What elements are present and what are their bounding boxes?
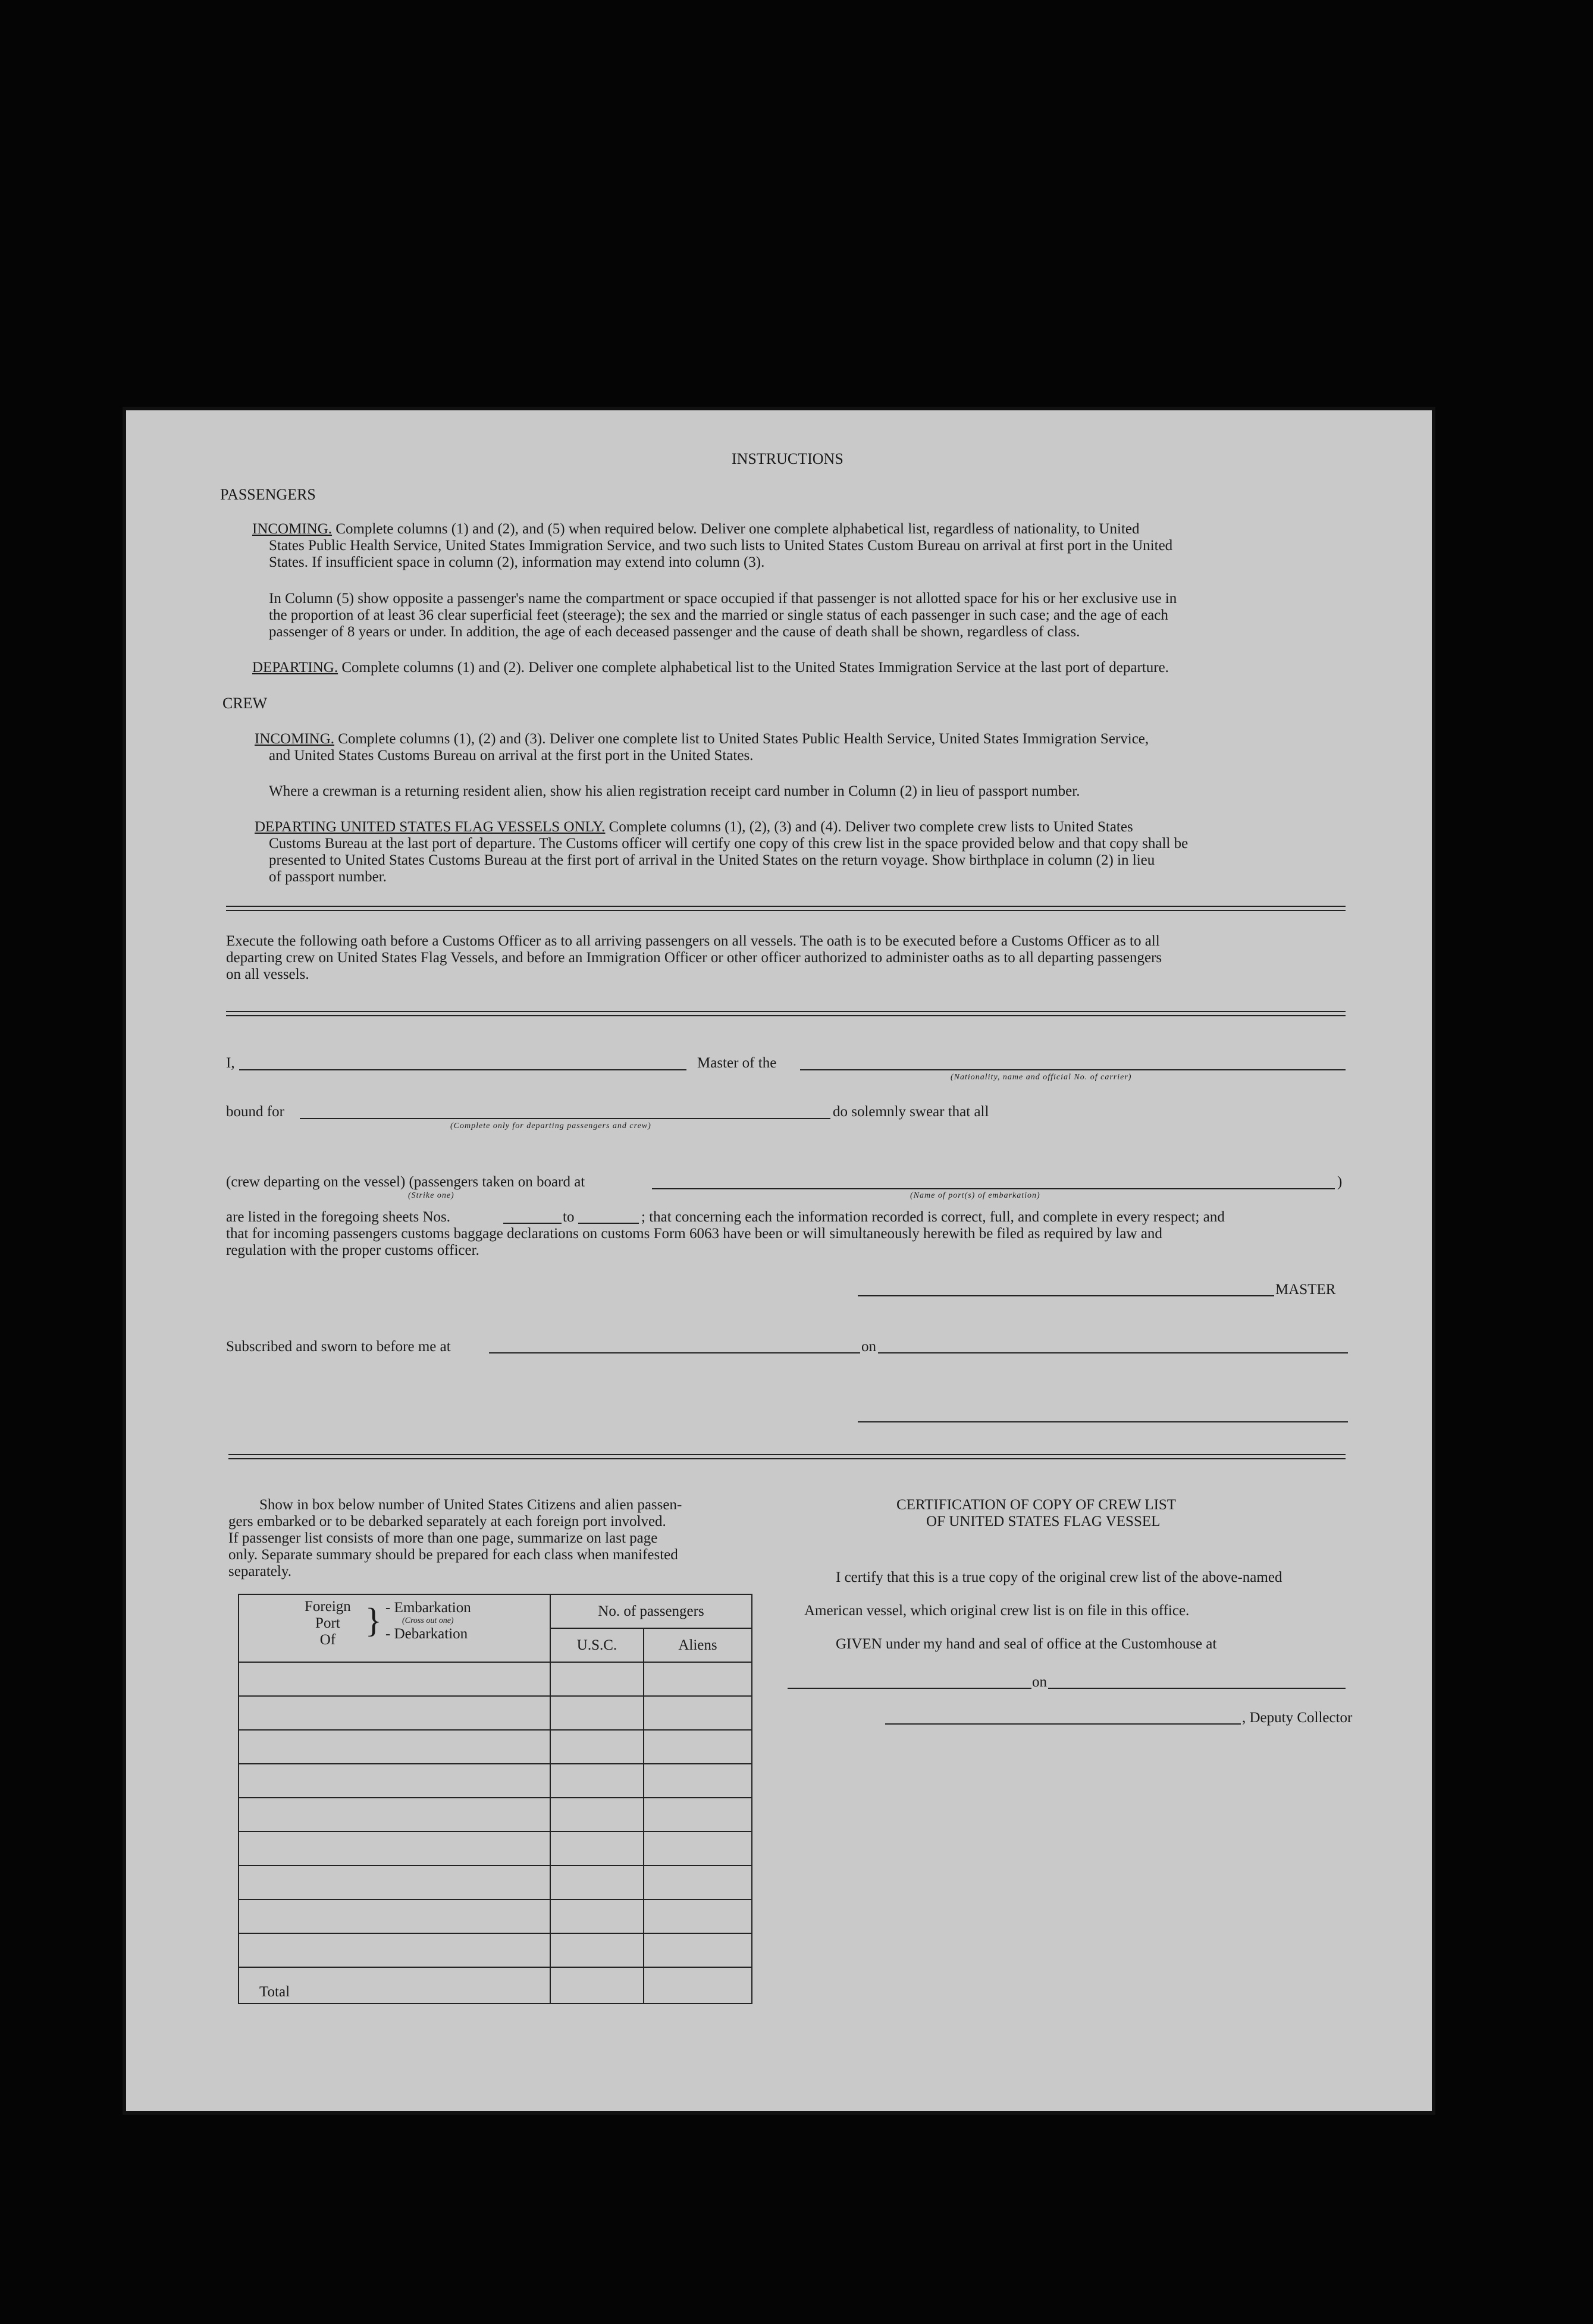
passengers-incoming-label: INCOMING. [252,521,333,537]
table-row [239,1662,752,1696]
crew-flag-line2: Customs Bureau at the last port of departure. The Customs officer will certify one copy of this crew list in the space provided below and that copy shall be [269,836,1189,852]
port-cell[interactable] [239,1764,550,1798]
crew-flag-line1: Complete columns (1), (2), (3) and (4). Deliver two complete crew lists to United States [609,819,1133,835]
listed-text-a: are listed in the foregoing sheets Nos. [226,1209,450,1225]
port-label: Port [315,1615,340,1631]
port-cell[interactable] [239,1798,550,1832]
no-passengers-header: No. of passengers [550,1594,752,1628]
table-row [239,1899,752,1933]
passenger-summary-table [238,1594,752,2004]
aliens-cell[interactable] [644,1832,752,1866]
usc-total-cell[interactable] [550,1967,644,2003]
deputy-collector-label: , Deputy Collector [1242,1710,1353,1726]
certification-line-1: I certify that this is a true copy of the original crew list of the above-named [836,1569,1282,1585]
bound-for-label: bound for [226,1104,284,1120]
foreign-label: Foreign [305,1598,351,1615]
summary-text-1: Show in box below number of United States Citizens and alien passen- [259,1497,682,1513]
aliens-cell[interactable] [644,1764,752,1798]
of-label: Of [319,1632,336,1648]
port-cell[interactable] [239,1933,550,1967]
certification-date-field[interactable] [1048,1688,1346,1689]
strike-one-hint: (Strike one) [408,1191,454,1200]
aliens-cell[interactable] [644,1899,752,1933]
aliens-header: Aliens [644,1628,752,1662]
sworn-on-label: on [861,1339,876,1355]
master-signature-field[interactable] [858,1295,1274,1296]
usc-cell[interactable] [550,1764,644,1798]
column5-line1: In Column (5) show opposite a passenger's name the compartment or space occupied if that passenger is not allotted space for his or her exclusive use in [269,591,1177,607]
certification-line-3: GIVEN under my hand and seal of office at the Customhouse at [836,1636,1217,1652]
carrier-hint: (Nationality, name and official No. of carrier) [951,1073,1132,1082]
master-name-field[interactable] [239,1069,686,1070]
crew-flag-label: DEPARTING UNITED STATES FLAG VESSELS ONLY. [255,819,606,835]
total-row [239,1967,752,2003]
bound-for-hint: (Complete only for departing passengers and crew) [450,1122,651,1130]
bound-for-field[interactable] [300,1118,830,1119]
listed-text-b: ; that concerning each the information recorded is correct, full, and complete in every respect; and [641,1209,1225,1225]
port-cell[interactable] [239,1899,550,1933]
sheet-to-field[interactable] [578,1223,639,1224]
passengers-departing-label: DEPARTING. [252,659,338,676]
crew-flag-line3: presented to United States Customs Bureau at the first port of arrival in the United States on the return voyage. Show birthplace in column (2) in lieu [269,852,1155,868]
usc-cell[interactable] [550,1798,644,1832]
table-row [239,1798,752,1832]
certification-title-2: OF UNITED STATES FLAG VESSEL [926,1513,1161,1530]
subscribed-label: Subscribed and sworn to before me at [226,1339,451,1355]
oath-intro-line3: on all vessels. [226,966,309,982]
page-title: INSTRUCTIONS [732,450,843,467]
certification-line-2: American vessel, which original crew list is on file in this office. [804,1603,1190,1619]
aliens-cell[interactable] [644,1662,752,1696]
aliens-total-cell[interactable] [644,1967,752,2003]
port-header [239,1594,550,1662]
crew-incoming-line2: and United States Customs Bureau on arrival at the first port in the United States. [269,748,754,764]
brace-icon: } [365,1601,382,1640]
carrier-field[interactable] [800,1069,1346,1070]
usc-cell[interactable] [550,1866,644,1899]
oath-line-b: that for incoming passengers customs baggage declarations on customs Form 6063 have been or will simultaneously herewith be filed as required by law and [226,1226,1162,1242]
passengers-departing-text: Complete columns (1) and (2). Deliver one complete alphabetical list to the United States Immigration Service at the last port of departure. [341,659,1169,676]
table-row [239,1764,752,1798]
column5-line2: the proportion of at least 36 clear superficial feet (steerage); the sex and the married or single status of each passenger in such case; and the age of each [269,607,1168,623]
customhouse-field[interactable] [788,1688,1031,1689]
passengers-incoming-line2: States Public Health Service, United States Immigration Service, and two such lists to United States Custom Bureau on arrival at first port in the United [269,538,1173,554]
oath-line-c: regulation with the proper customs officer. [226,1242,479,1258]
ports-hint: (Name of port(s) of embarkation) [910,1191,1040,1200]
usc-cell[interactable] [550,1899,644,1933]
aliens-cell[interactable] [644,1696,752,1730]
oath-intro-line2: departing crew on United States Flag Vessels, and before an Immigration Officer or other officer authorized to administer oaths as to all departing passengers [226,950,1162,966]
aliens-cell[interactable] [644,1866,752,1899]
aliens-cell[interactable] [644,1798,752,1832]
table-row [239,1933,752,1967]
usc-cell[interactable] [550,1832,644,1866]
aliens-cell[interactable] [644,1730,752,1764]
sworn-place-field[interactable] [489,1352,860,1353]
table-row [239,1832,752,1866]
passengers-incoming-line3: States. If insufficient space in column (2), information may extend into column (3). [269,554,765,570]
sworn-date-field[interactable] [878,1352,1348,1353]
master-of-the-label: Master of the [697,1055,777,1071]
summary-text-2: gers embarked or to be debarked separately at each foreign port involved. [228,1513,666,1530]
deputy-signature-field[interactable] [885,1723,1241,1725]
debarkation-label[interactable]: - Debarkation [385,1626,468,1642]
table-row [239,1730,752,1764]
total-label: Total [239,1967,550,2003]
sheet-from-field[interactable] [503,1223,562,1224]
port-cell[interactable] [239,1696,550,1730]
divider [228,1454,1346,1459]
table-row [239,1696,752,1730]
crew-incoming-label: INCOMING. [255,731,335,747]
column5-line3: passenger of 8 years or under. In addition, the age of each deceased passenger and the cause of death shall be shown, regardless of class. [269,624,1080,640]
certification-title-1: CERTIFICATION OF COPY OF CREW LIST [896,1497,1177,1513]
crew-incoming-line1: Complete columns (1), (2) and (3). Deliver one complete list to United States Public Health Service, United States Immigration Service, [338,731,1149,747]
usc-cell[interactable] [550,1662,644,1696]
passengers-heading: PASSENGERS [220,486,316,503]
port-cell[interactable] [239,1832,550,1866]
close-paren: ) [1337,1174,1343,1190]
port-cell[interactable] [239,1662,550,1696]
crew-resident-text: Where a crewman is a returning resident alien, show his alien registration receipt card number in Column (2) in lieu of passport number. [269,783,1080,799]
divider [226,1011,1346,1016]
oath-intro-line1: Execute the following oath before a Customs Officer as to all arriving passengers on all vessels. The oath is to be executed before a Customs Officer as to all [226,933,1160,949]
port-of-embarkation-field[interactable] [652,1188,1335,1189]
crew-heading: CREW [222,695,268,712]
officer-signature-field[interactable] [858,1421,1348,1422]
divider [226,906,1346,911]
master-label: MASTER [1275,1282,1336,1298]
passengers-incoming-line1: Complete columns (1) and (2), and (5) when required below. Deliver one complete alphabetical list, regardless of nationality, to United [335,521,1140,537]
usc-cell[interactable] [550,1730,644,1764]
summary-text-3: If passenger list consists of more than one page, summarize on last page [228,1530,658,1546]
certification-on-label: on [1032,1674,1047,1690]
usc-header: U.S.C. [550,1628,644,1662]
summary-text-4: only. Separate summary should be prepared for each class when manifested [228,1547,678,1563]
crew-departing-text: (crew departing on the vessel) (passengers taken on board at [226,1174,585,1190]
port-cell[interactable] [239,1866,550,1899]
usc-cell[interactable] [550,1696,644,1730]
listed-to: to [563,1209,575,1225]
crew-flag-line4: of passport number. [269,869,387,885]
embarkation-label[interactable]: - Embarkation [385,1600,471,1616]
table-row [239,1866,752,1899]
swear-text: do solemnly swear that all [833,1104,989,1120]
cross-out-hint: (Cross out one) [402,1616,454,1625]
usc-cell[interactable] [550,1933,644,1967]
oath-i-label: I, [226,1055,235,1071]
summary-text-5: separately. [228,1563,291,1579]
port-cell[interactable] [239,1730,550,1764]
aliens-cell[interactable] [644,1933,752,1967]
